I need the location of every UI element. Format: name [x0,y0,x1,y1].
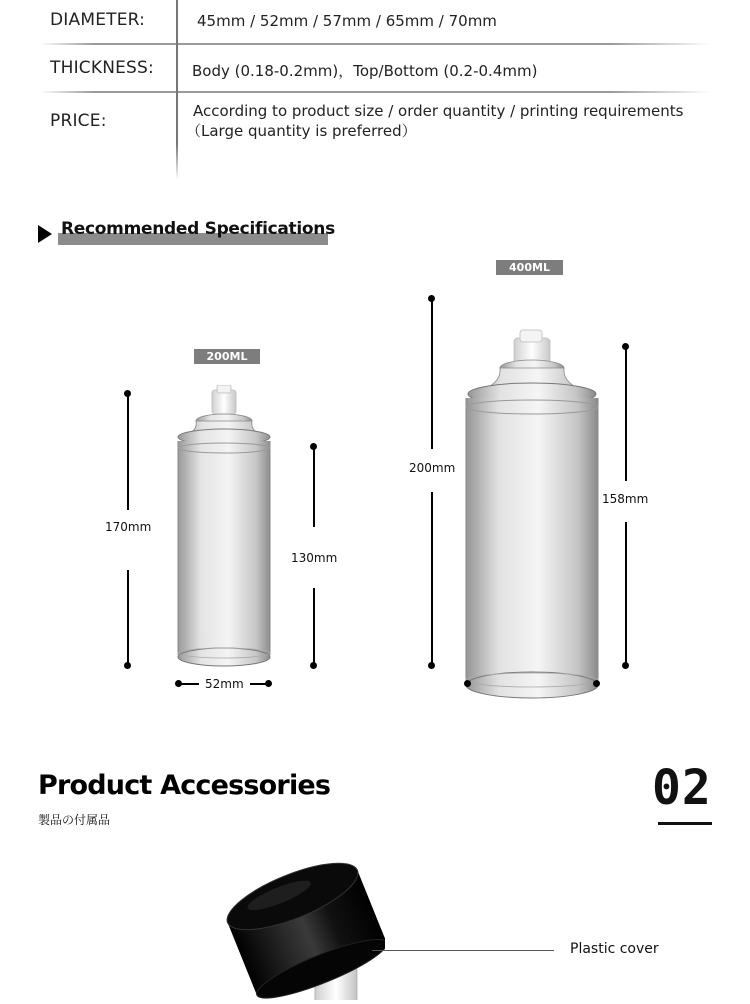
dimension-dot [124,662,131,669]
dimension-dot [593,680,600,687]
small-can-body-height: 130mm [291,551,338,565]
plastic-cover-image [210,855,385,1000]
dimension-line [313,447,315,527]
section-number-underline [658,822,712,825]
dimension-dot [464,680,471,687]
thickness-label: THICKNESS: [50,58,154,78]
diameter-value: 45mm / 52mm / 57mm / 65mm / 70mm [197,12,497,30]
spec-divider [40,91,710,93]
accessories-title: Product Accessories [38,770,331,801]
dimension-dot [428,662,435,669]
dimension-line [127,570,129,664]
dimension-line [431,492,433,664]
size-tag-400ml: 400ML [496,260,563,275]
spec-divider [40,43,710,45]
dimension-dot [310,662,317,669]
dimension-dot [265,680,272,687]
large-can-body-height: 158mm [602,492,649,506]
small-spray-can [170,385,278,675]
callout-line [372,950,554,951]
dimension-line [127,394,129,510]
section-number: 02 [652,760,712,816]
dimension-line [313,588,315,664]
spec-column-divider [176,0,178,180]
small-can-diameter: 52mm [205,677,244,691]
price-value-line2: （Large quantity is preferred） [186,122,417,140]
dimension-line [431,299,433,449]
dimension-dot [622,662,629,669]
small-can-total-height: 170mm [105,520,152,534]
diameter-label: DIAMETER: [50,10,146,30]
price-value-line1: According to product size / order quantity / printing requirements [193,102,684,120]
size-tag-200ml: 200ML [194,349,260,364]
recommended-title: Recommended Specifications [61,219,335,239]
section-triangle-icon [38,225,52,243]
price-label: PRICE: [50,111,107,131]
dimension-line [625,347,627,481]
thickness-value: Body (0.18-0.2mm)，Top/Bottom (0.2-0.4mm) [192,62,538,80]
dimension-line [179,683,199,685]
accessories-subtitle: 製品の付属品 [38,813,111,827]
accessory-label-plastic-cover: Plastic cover [570,941,659,957]
large-spray-can [462,328,602,706]
large-can-total-height: 200mm [409,461,456,475]
dimension-line [625,522,627,664]
